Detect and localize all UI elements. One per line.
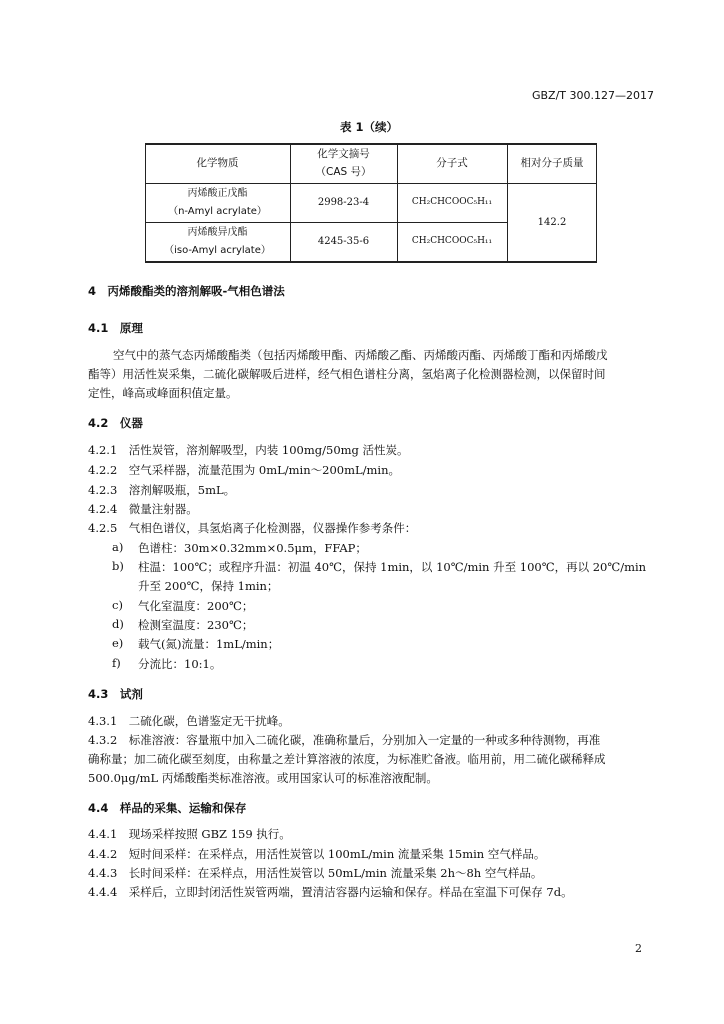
principle-line-3: 定性，峰高或峰面积值定量。: [88, 386, 238, 400]
row1-name-en: （n-Amyl acrylate）: [168, 206, 267, 217]
item-4-4-3: 4.4.3 长时间采样：在采样点，用活性炭管以 50mL/min 流量采集 2h～8h 空气样品。: [88, 866, 543, 880]
item-4-2-2: 4.2.2 空气采样器，流量范围为 0mL/min～200mL/min。: [88, 463, 400, 477]
row1-name-cn: 丙烯酸正戊酯: [187, 188, 248, 199]
header-cas-line2: （CAS 号）: [315, 166, 372, 178]
section-4-3-heading: 4.3 试剂: [88, 687, 143, 701]
section-4-2-heading: 4.2 仪器: [88, 416, 143, 430]
item-4-2-5: 4.2.5 气相色谱仪，具氢焰离子化检测器，仪器操作参考条件：: [88, 521, 417, 535]
page-number: 2: [635, 942, 642, 955]
row2-name-cn: 丙烯酸异戊酯: [187, 227, 248, 238]
item-b-label: b): [112, 559, 124, 573]
item-b-text-2: 升至 200℃，保持 1min；: [138, 579, 279, 593]
row2-name-en: （iso-Amyl acrylate）: [164, 245, 271, 256]
row1-cas: 2998-23-4: [317, 197, 370, 208]
shared-mass: 142.2: [537, 217, 567, 228]
section-4-4-heading: 4.4 样品的采集、运输和保存: [88, 801, 247, 815]
item-f-text: 分流比：10:1。: [138, 657, 222, 671]
item-d-text: 检测室温度：230℃；: [138, 618, 254, 632]
section-4-1-heading: 4.1 原理: [88, 321, 143, 335]
header-cas-line1: 化学文摘号: [317, 148, 370, 160]
item-c-label: c): [112, 598, 123, 612]
item-a-text: 色谱柱：30m×0.32mm×0.5μm，FFAP；: [138, 541, 367, 555]
section-4-heading: 4 丙烯酸酯类的溶剂解吸-气相色谱法: [88, 284, 285, 298]
item-4-4-1: 4.4.1 现场采样按照 GBZ 159 执行。: [88, 827, 291, 841]
document-code: GBZ/T 300.127—2017: [531, 89, 654, 102]
item-a-label: a): [112, 540, 124, 554]
row2-cas: 4245-35-6: [317, 236, 370, 247]
item-4-3-2-line-2: 确称量；加二硫化碳至刻度，由称量之差计算溶液的浓度，为标准贮备液。临用前，用二硫化碳稀释成: [88, 752, 606, 766]
principle-line-2: 酯等）用活性炭采集，二硫化碳解吸后进样，经气相色谱柱分离，氢焰离子化检测器检测，以保留时间: [88, 367, 606, 381]
header-mass: 相对分子质量: [520, 157, 584, 169]
data-table: [145, 143, 597, 262]
header-formula: 分子式: [436, 157, 468, 169]
row1-formula: CH₂CHCOOC₅H₁₁: [411, 197, 493, 207]
item-4-3-2-line-1: 4.3.2 标准溶液：容量瓶中加入二硫化碳，准确称量后，分别加入一定量的一种或多种待测物，再准: [88, 733, 601, 747]
item-c-text: 气化室温度：200℃；: [138, 599, 254, 613]
item-4-2-4: 4.2.4 微量注射器。: [88, 502, 198, 516]
item-4-4-2: 4.4.2 短时间采样：在采样点，用活性炭管以 100mL/min 流量采集 15min 空气样品。: [88, 847, 546, 861]
item-4-3-1: 4.3.1 二硫化碳，色谱鉴定无干扰峰。: [88, 714, 290, 728]
principle-line-1: 空气中的蒸气态丙烯酸酯类（包括丙烯酸甲酯、丙烯酸乙酯、丙烯酸丙酯、丙烯酸丁酯和丙烯酸戊: [113, 348, 608, 362]
item-e-text: 载气(氮)流量：1mL/min；: [138, 637, 280, 651]
table-caption: 表 1（续）: [340, 120, 399, 134]
item-4-4-4: 4.4.4 采样后，立即封闭活性炭管两端，置清洁容器内运输和保存。样品在室温下可保存 7d。: [88, 885, 573, 899]
item-f-label: f): [112, 656, 121, 670]
item-4-2-3: 4.2.3 溶剂解吸瓶，5mL。: [88, 483, 236, 497]
header-substance: 化学物质: [196, 157, 239, 169]
item-e-label: e): [112, 636, 124, 650]
row2-formula: CH₂CHCOOC₅H₁₁: [411, 236, 493, 246]
item-4-3-2-line-3: 500.0μg/mL 丙烯酸酯类标准溶液。或用国家认可的标准溶液配制。: [88, 771, 438, 785]
item-b-text-1: 柱温：100℃；或程序升温：初温 40℃，保持 1min，以 10℃/min 升至 100℃，再以 20℃/min: [138, 560, 647, 574]
item-d-label: d): [112, 617, 124, 631]
item-4-2-1: 4.2.1 活性炭管，溶剂解吸型，内装 100mg/50mg 活性炭。: [88, 443, 409, 457]
